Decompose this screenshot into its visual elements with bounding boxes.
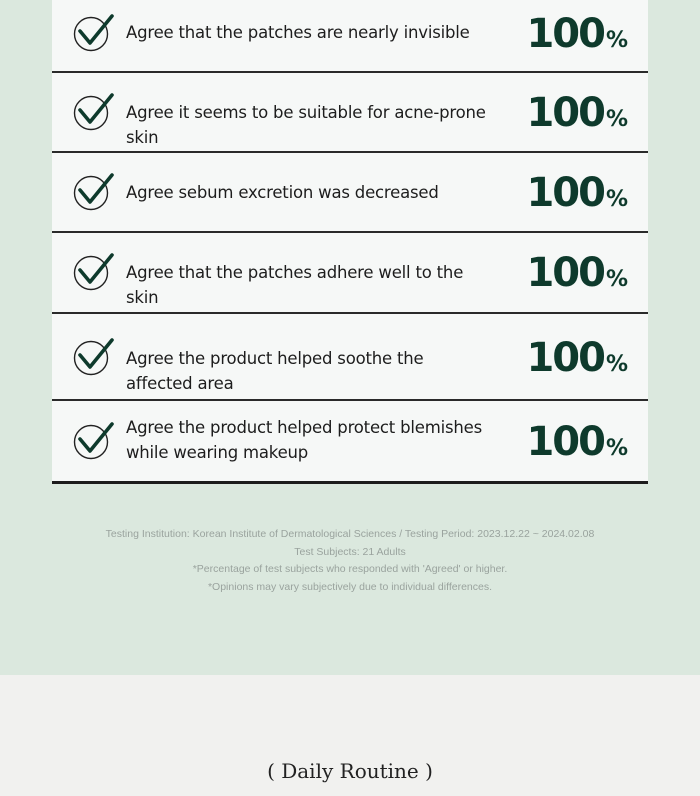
agreement-percent xyxy=(526,250,628,296)
percent-value: 100 xyxy=(526,335,604,381)
check-circle-icon xyxy=(72,10,116,54)
testing-institution-note: Testing Institution: Korean Institute of Dermatological Sciences / Testing Period: 2023.12.22 ~ 2024.02.08 xyxy=(105,528,595,540)
survey-row xyxy=(52,73,648,153)
percent-unit: % xyxy=(605,28,628,53)
percent-unit: % xyxy=(605,352,628,377)
survey-row xyxy=(52,153,648,233)
opinion-note: *Opinions may vary subjectively due to individual differences. xyxy=(207,580,493,593)
survey-statement: Agree the product helped protect blemishes while wearing makeup xyxy=(126,418,482,462)
percent-value: 100 xyxy=(526,170,604,216)
agreement-percent xyxy=(526,335,628,381)
check-circle-icon xyxy=(72,249,116,293)
daily-routine-section xyxy=(0,675,700,796)
percent-value: 100 xyxy=(526,250,604,296)
survey-results-card xyxy=(52,0,648,484)
percent-value: 100 xyxy=(526,11,604,57)
survey-statement: Agree sebum excretion was decreased xyxy=(126,183,439,202)
survey-row xyxy=(52,0,648,73)
percent-unit: % xyxy=(605,107,628,132)
check-circle-icon xyxy=(72,334,116,378)
percentage-note: *Percentage of test subjects who responded with 'Agreed' or higher. xyxy=(192,563,508,575)
survey-row xyxy=(52,314,648,401)
percent-value: 100 xyxy=(526,419,604,465)
percent-unit: % xyxy=(605,436,628,461)
agreement-percent xyxy=(526,419,628,465)
agreement-percent xyxy=(526,11,628,57)
percent-value: 100 xyxy=(526,90,604,136)
check-circle-icon xyxy=(72,418,116,462)
survey-statement: Agree that the patches adhere well to the skin xyxy=(126,263,464,307)
agreement-percent xyxy=(526,90,628,136)
percent-unit: % xyxy=(605,187,628,212)
survey-row xyxy=(52,233,648,314)
test-footnotes xyxy=(0,526,700,596)
survey-row xyxy=(52,401,648,481)
test-subjects-note: Test Subjects: 21 Adults xyxy=(294,545,406,558)
section-title: ( Daily Routine ) xyxy=(267,759,433,783)
agreement-percent xyxy=(526,170,628,216)
survey-statement: Agree that the patches are nearly invisible xyxy=(126,23,470,42)
survey-statement: Agree the product helped soothe the affected area xyxy=(126,349,424,393)
check-circle-icon xyxy=(72,169,116,213)
check-circle-icon xyxy=(72,89,116,133)
percent-unit: % xyxy=(605,267,628,292)
survey-statement: Agree it seems to be suitable for acne-prone skin xyxy=(126,103,486,147)
